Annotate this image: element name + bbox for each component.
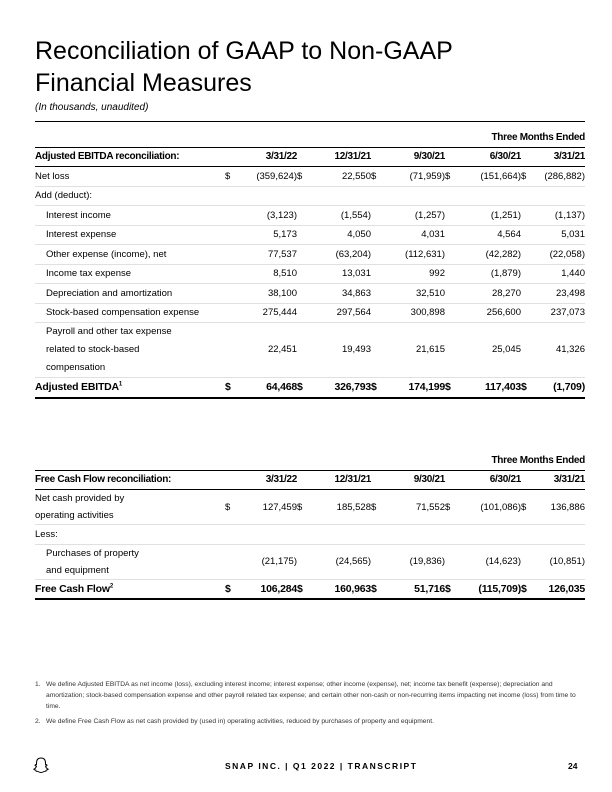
- band-label: Three Months Ended: [491, 131, 585, 143]
- footer-text: SNAP INC. | Q1 2022 | TRANSCRIPT: [225, 761, 418, 771]
- footnotes: [35, 679, 580, 731]
- fcf-header: Free Cash Flow reconciliation:: [35, 470, 225, 490]
- period-header: 3/31/22: [239, 147, 297, 167]
- period-header: 6/30/21: [459, 470, 521, 490]
- ebitda-header: Adjusted EBITDA reconciliation:: [35, 147, 225, 167]
- period-header: 3/31/21: [535, 147, 585, 167]
- footnote-item: 2. We define Free Cash Flow as net cash provided by (used in) operating activities, reduced by purchases of property and equipment.: [35, 718, 434, 725]
- total-row: Free Cash Flow$^2$ $ 106,284 $ 160,963 $ 51,716 $ (115,709) $ 126,035: [35, 579, 585, 599]
- period-header: 9/30/21: [385, 147, 445, 167]
- page-subtitle: (In thousands, unaudited): [35, 102, 149, 113]
- period-header: 3/31/21: [535, 470, 585, 490]
- table-row: Stock-based compensation expense 275,444 297,564 300,898 256,600 237,073: [35, 303, 585, 323]
- snapchat-ghost-icon: [33, 757, 49, 774]
- ebitda-table: [35, 128, 585, 399]
- table-row: Other expense (income), net 77,537 (63,204) (112,631) (42,282) (22,058): [35, 245, 585, 265]
- table-row: Interest expense 5,173 4,050 4,031 4,564 5,031: [35, 225, 585, 245]
- table-row: Purchases of property and equipment (21,175) (24,565) (19,836) (14,623) (10,851): [35, 544, 585, 579]
- table-row: Add (deduct):: [35, 186, 585, 206]
- period-header: 12/31/21: [311, 147, 371, 167]
- band-label: Three Months Ended: [491, 454, 585, 466]
- table-row: Depreciation and amortization 38,100 34,863 32,510 28,270 23,498: [35, 284, 585, 304]
- table-row: Less:: [35, 525, 585, 545]
- table-row: Interest income (3,123) (1,554) (1,257) (1,251) (1,137): [35, 206, 585, 226]
- table-row: Net cash provided by operating activities $ 127,459 $ 185,528 $ 71,552 $ (101,086) $ 136,886: [35, 490, 585, 525]
- fcf-table: [35, 451, 585, 600]
- table-row: Payroll and other tax expense related to stock-based compensation 22,451 19,493 21,615 25,045 41,326: [35, 323, 585, 378]
- page-number: 24: [568, 761, 578, 771]
- table-row: Net loss $ (359,624) $ 22,550 $ (71,959) $ (151,664) $ (286,882): [35, 167, 585, 187]
- period-header: 3/31/22: [239, 470, 297, 490]
- title-divider: [35, 121, 585, 122]
- table-row: Income tax expense 8,510 13,031 992 (1,879) 1,440: [35, 264, 585, 284]
- period-header: 6/30/21: [459, 147, 521, 167]
- total-row: Adjusted EBITDA$^1$ $ 64,468 $ 326,793 $ 174,199 $ 117,403 $ (1,709): [35, 378, 585, 398]
- period-header: 12/31/21: [311, 470, 371, 490]
- page-title: Reconciliation of GAAP to Non-GAAP Financial Measures: [35, 37, 453, 97]
- period-header: 9/30/21: [385, 470, 445, 490]
- footnote-item: 1. We define Adjusted EBITDA as net income (loss), excluding interest income; interest expense; other income (expense), net; income tax benefit (expense); depreciation and amortization; stock-based compensation expense and other payroll related tax expense; and certain other non-cash or non-recurring items impacting net income (loss) from time to time.: [35, 681, 576, 710]
